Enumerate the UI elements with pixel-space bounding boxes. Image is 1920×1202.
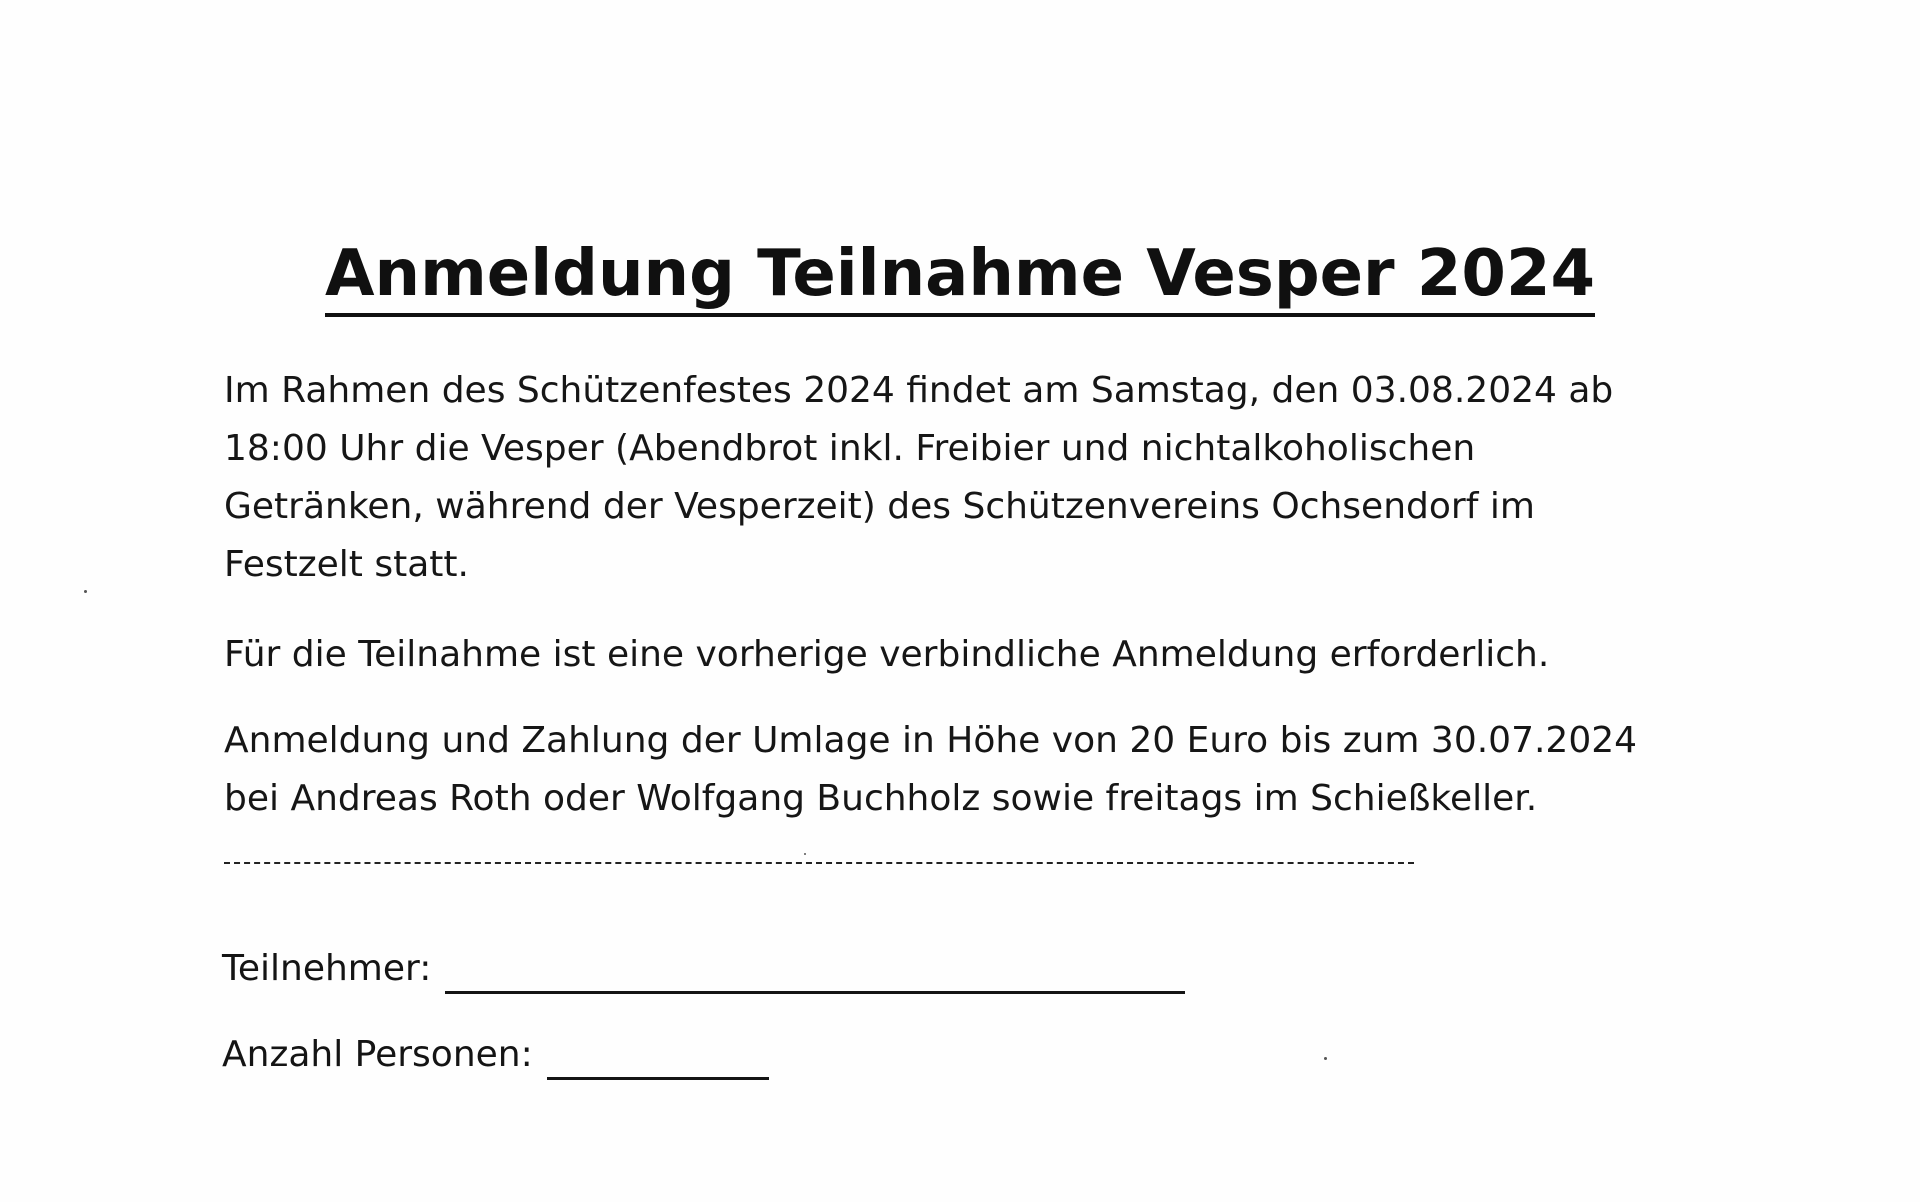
cut-line bbox=[224, 862, 1414, 864]
scan-speck bbox=[804, 853, 806, 855]
scan-speck bbox=[1324, 1057, 1327, 1060]
payment-info-paragraph: Anmeldung und Zahlung der Umlage in Höhe von 20 Euro bis zum 30.07.2024 bei Andreas Roth oder Wolfgang Buchholz sowie freitags im Schießkeller. bbox=[224, 720, 1638, 819]
registration-required-paragraph: Für die Teilnahme ist eine vorherige verbindliche Anmeldung erforderlich. bbox=[224, 634, 1550, 675]
person-count-blank-line[interactable] bbox=[547, 1037, 769, 1080]
participant-label: Teilnehmer: bbox=[222, 948, 432, 989]
document-title bbox=[0, 232, 1920, 316]
person-count-field bbox=[222, 1030, 769, 1080]
participant-blank-line[interactable] bbox=[445, 951, 1185, 994]
participant-field bbox=[222, 944, 1185, 994]
title-text: Anmeldung Teilnahme Vesper 2024 bbox=[325, 237, 1595, 317]
person-count-label: Anzahl Personen: bbox=[222, 1034, 533, 1075]
scan-speck bbox=[84, 590, 87, 593]
event-description-paragraph: Im Rahmen des Schützenfestes 2024 findet am Samstag, den 03.08.2024 ab 18:00 Uhr die Vesper (Abendbrot inkl. Freibier und nichtalkoholischen Getränken, während der Vesperzeit) des Schützenvereins Ochsendorf im Festzelt statt. bbox=[224, 370, 1614, 585]
